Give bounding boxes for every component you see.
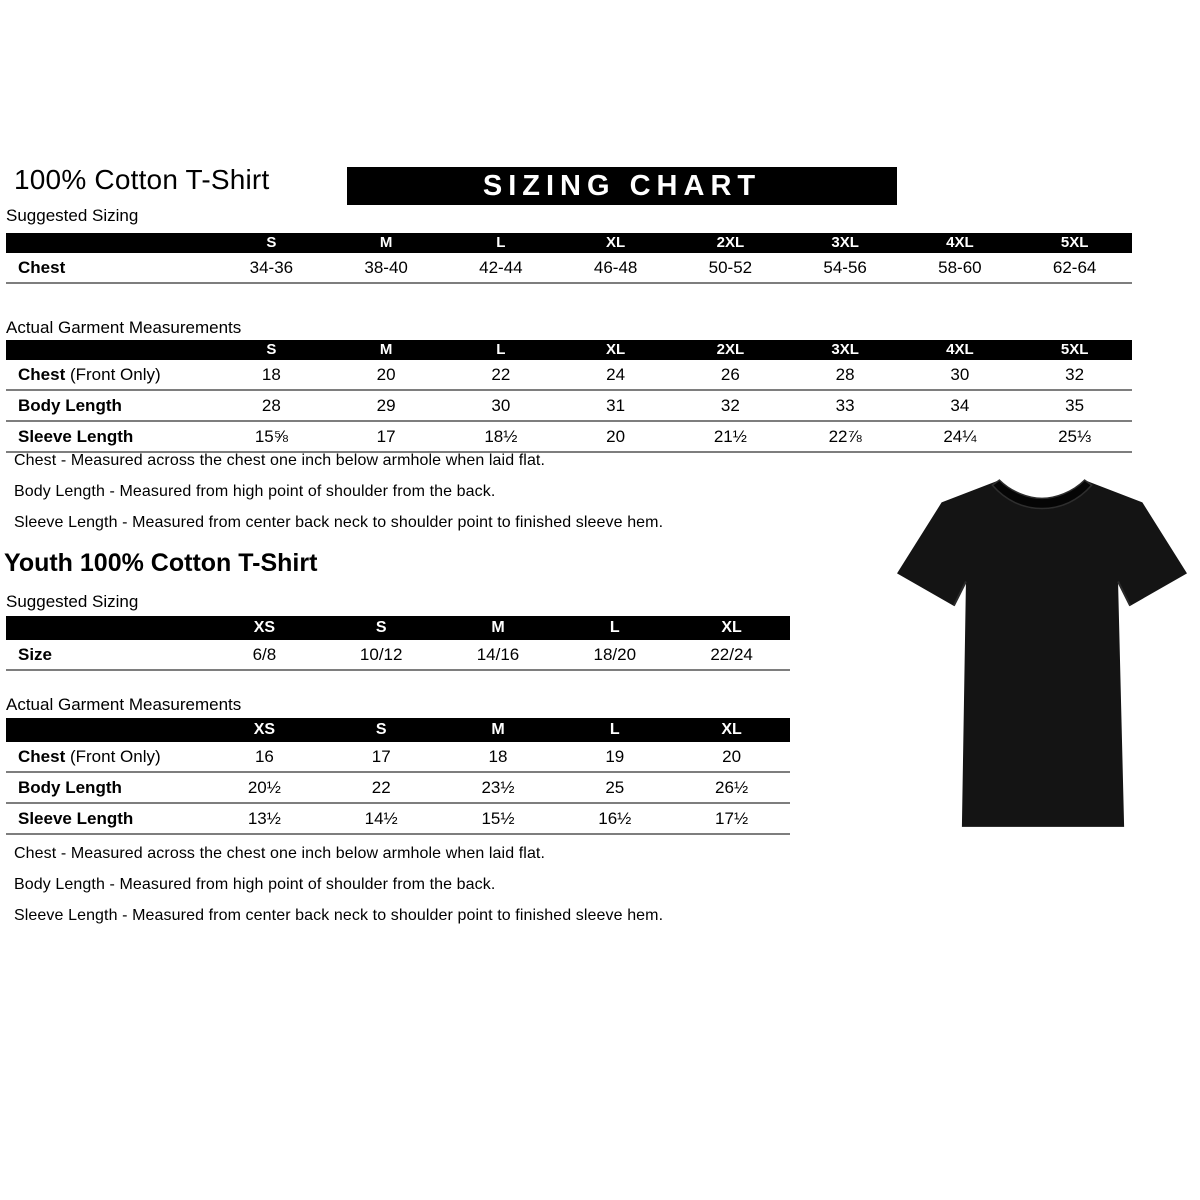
measurement-value: 13½ [247,809,281,828]
note-chest: Chest - Measured across the chest one inch below armhole when laid flat. [14,845,546,862]
note-body-length: Body Length - Measured from high point of shoulder from the back. [14,483,496,500]
measurement-value: 29 [376,396,396,415]
size-column-header: XL [606,341,626,358]
measurement-value: 42-44 [479,258,523,277]
size-column-header: L [496,341,506,358]
measurement-value: 18 [488,747,508,766]
row-label: Chest [18,258,66,277]
measurement-value: 20 [722,747,742,766]
measurement-value: 32 [720,396,740,415]
row-label: Sleeve Length [18,427,134,446]
measurement-row [6,742,790,773]
adult-section-title: 100% Cotton T-Shirt [14,164,270,195]
row-label: Body Length [18,778,122,797]
measurement-value: 20½ [247,778,281,797]
measurement-row [6,422,1132,453]
size-column-header: S [375,721,387,738]
measurement-value: 25⅓ [1058,427,1092,446]
header-label-spacer [6,718,206,742]
row-label: Sleeve Length [18,809,134,828]
note-chest: Chest - Measured across the chest one inch below armhole when laid flat. [14,452,546,469]
row-label: Size [18,645,53,664]
size-column-header: 3XL [831,234,859,251]
size-column-header: M [491,619,505,636]
size-column-header: XS [253,619,276,636]
adult-actual-measurements-label: Actual Garment Measurements [6,318,242,337]
table-header-row [6,233,1132,253]
measurement-value: 14½ [364,809,398,828]
size-column-header: L [609,721,620,738]
row-label: Chest (Front Only) [18,747,161,766]
measurement-value: 16½ [598,809,632,828]
size-column-header: XL [721,619,742,636]
size-column-header: S [375,619,387,636]
measurement-value: 15⅝ [254,427,288,446]
youth-measurement-notes [14,845,663,938]
measurement-value: 22/24 [710,645,753,664]
note-sleeve-length: Sleeve Length - Measured from center back neck to shoulder point to finished sleeve hem. [14,907,664,924]
size-column-header: S [266,341,277,358]
measurement-value: 26 [720,365,740,384]
size-column-header: S [266,234,277,251]
size-column-header: 4XL [946,234,974,251]
measurement-value: 30 [950,365,970,384]
measurement-row [6,640,790,671]
measurement-value: 30 [491,396,511,415]
size-column-header: M [379,234,393,251]
measurement-value: 18/20 [593,645,637,664]
measurement-row [6,804,790,835]
measurement-value: 20 [606,427,626,446]
note-body-length: Body Length - Measured from high point of shoulder from the back. [14,876,496,893]
measurement-value: 28 [835,365,855,384]
header-label-spacer [6,616,206,640]
size-column-header: L [609,619,620,636]
size-column-header: M [379,341,393,358]
table-header-row [6,718,790,742]
measurement-value: 35 [1065,396,1085,415]
measurement-value: 26½ [715,778,749,797]
measurement-value: 24¼ [943,427,977,446]
sizing-chart-banner: SIZING CHART [347,167,897,205]
measurement-value: 54-56 [823,258,867,277]
measurement-value: 16 [254,747,274,766]
header-label-spacer [6,340,214,360]
measurement-value: 34 [950,396,970,415]
measurement-value: 24 [606,365,626,384]
measurement-value: 20 [376,365,396,384]
adult-actual-measurements-table [6,340,1132,453]
measurement-value: 50-52 [708,258,753,277]
measurement-row [6,360,1132,391]
measurement-value: 19 [605,747,625,766]
size-column-header: 5XL [1060,341,1089,358]
youth-actual-measurements-table [6,718,790,835]
adult-measurement-notes [14,452,663,545]
table-header-row [6,340,1132,360]
size-column-header: XS [253,721,276,738]
size-column-header: 5XL [1060,234,1089,251]
measurement-value: 21½ [713,427,747,446]
adult-suggested-sizing-label: Suggested Sizing [6,206,139,225]
measurement-value: 38-40 [364,258,408,277]
measurement-value: 34-36 [249,258,294,277]
measurement-row [6,253,1132,284]
measurement-value: 23½ [481,778,515,797]
note-sleeve-length: Sleeve Length - Measured from center back neck to shoulder point to finished sleeve hem. [14,514,664,531]
measurement-value: 22 [371,778,391,797]
black-tshirt-icon [893,472,1191,837]
measurement-value: 17 [376,427,396,446]
measurement-value: 22 [491,365,511,384]
measurement-row [6,773,790,804]
measurement-value: 17½ [715,809,749,828]
row-label: Body Length [18,396,122,415]
size-column-header: XL [721,721,742,738]
size-column-header: 2XL [716,341,745,358]
size-column-header: 2XL [716,234,745,251]
size-column-header: M [491,721,505,738]
measurement-value: 25 [605,778,625,797]
row-label: Chest (Front Only) [18,365,161,384]
size-column-header: 4XL [946,341,974,358]
table-header-row [6,616,790,640]
measurement-value: 6/8 [252,645,277,664]
measurement-row [6,391,1132,422]
measurement-value: 14/16 [476,645,520,664]
youth-section-title: Youth 100% Cotton T-Shirt [4,549,318,577]
youth-suggested-sizing-table [6,616,790,671]
measurement-value: 33 [835,396,855,415]
measurement-value: 17 [371,747,391,766]
tshirt-image [893,472,1191,837]
adult-suggested-sizing-table [6,233,1132,284]
size-column-header: 3XL [831,341,859,358]
measurement-value: 32 [1065,365,1085,384]
header-label-spacer [6,233,214,253]
measurement-value: 31 [606,396,626,415]
youth-actual-measurements-label: Actual Garment Measurements [6,695,242,714]
measurement-value: 46-48 [593,258,638,277]
size-column-header: XL [606,234,626,251]
youth-suggested-sizing-label: Suggested Sizing [6,592,139,611]
measurement-value: 62-64 [1052,258,1097,277]
measurement-value: 15½ [481,809,515,828]
size-column-header: L [496,234,506,251]
measurement-value: 18 [261,365,281,384]
measurement-value: 18½ [484,427,518,446]
measurement-value: 28 [261,396,281,415]
measurement-value: 10/12 [359,645,403,664]
measurement-value: 58-60 [938,258,982,277]
measurement-value: 22⅞ [828,427,862,446]
